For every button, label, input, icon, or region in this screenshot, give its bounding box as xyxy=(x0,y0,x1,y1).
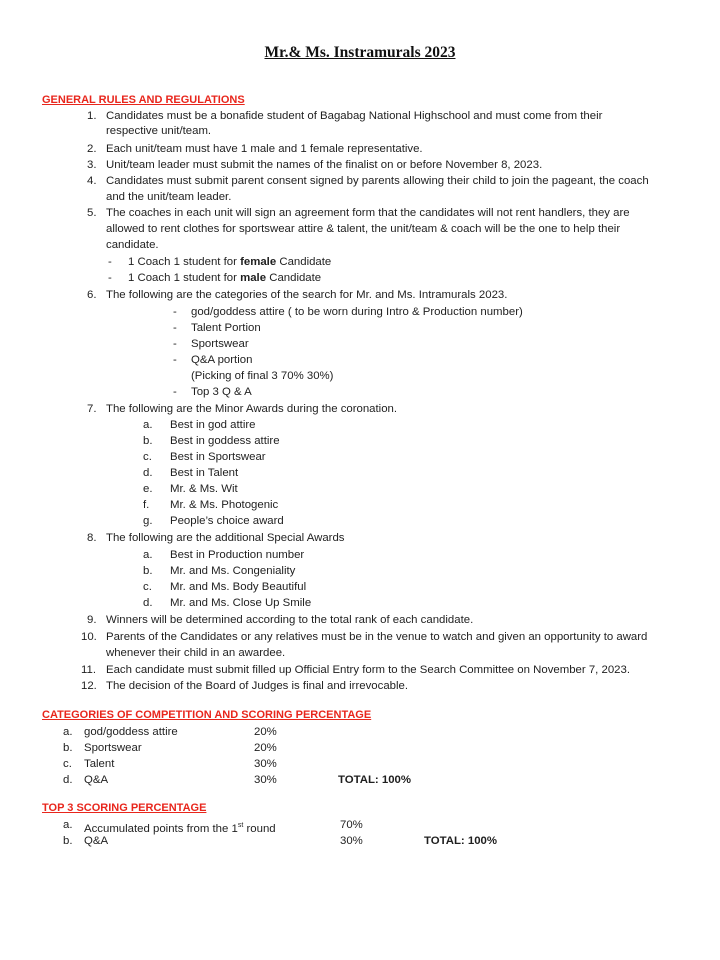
competition-heading: CATEGORIES OF COMPETITION AND SCORING PERCENTAGE xyxy=(42,709,372,721)
list-marker: c. xyxy=(63,758,72,770)
coach-male-item: 1 Coach 1 student for male Candidate xyxy=(128,272,322,284)
coach-female-item: 1 Coach 1 student for female Candidate xyxy=(128,256,332,268)
list-marker: f. xyxy=(143,499,150,511)
rule-text: respective unit/team. xyxy=(106,125,212,137)
dash-marker: - xyxy=(173,322,177,334)
special-award-item: Mr. and Ms. Close Up Smile xyxy=(170,597,312,609)
dash-marker: - xyxy=(173,306,177,318)
dash-marker: - xyxy=(108,256,112,268)
top3-heading: TOP 3 SCORING PERCENTAGE xyxy=(42,802,207,814)
rule-text: Each unit/team must have 1 male and 1 female representative. xyxy=(106,143,423,155)
rule-text: Parents of the Candidates or any relatives must be in the venue to watch and given an opportunity to award xyxy=(106,631,648,643)
top3-percentage: 30% xyxy=(340,835,363,847)
top3-criterion: Accumulated points from the 1st round xyxy=(84,822,276,835)
rule-text: and the unit/team leader. xyxy=(106,191,232,203)
list-marker: d. xyxy=(63,774,73,786)
list-marker: b. xyxy=(63,835,73,847)
list-marker: d. xyxy=(143,597,153,609)
rule-number: 12. xyxy=(81,680,97,692)
rule-number: 4. xyxy=(87,175,97,187)
list-marker: e. xyxy=(143,483,153,495)
dash-marker: - xyxy=(173,338,177,350)
rule-number: 3. xyxy=(87,159,97,171)
rule-text: Winners will be determined according to the total rank of each candidate. xyxy=(106,614,474,626)
list-marker: c. xyxy=(143,581,152,593)
category-item: Top 3 Q & A xyxy=(191,386,252,398)
category-item: god/goddess attire ( to be worn during Intro & Production number) xyxy=(191,306,523,318)
list-marker: a. xyxy=(63,726,73,738)
dash-marker: - xyxy=(108,272,112,284)
rule-text: Each candidate must submit filled up Official Entry form to the Search Committee on November 7, 2023. xyxy=(106,664,631,676)
general-rules-heading: GENERAL RULES AND REGULATIONS xyxy=(42,94,245,106)
minor-award-item: Best in Sportswear xyxy=(170,451,266,463)
list-marker: b. xyxy=(143,565,153,577)
list-marker: b. xyxy=(143,435,153,447)
list-marker: d. xyxy=(143,467,153,479)
competition-percentage: 20% xyxy=(254,726,277,738)
list-marker: a. xyxy=(143,549,153,561)
special-award-item: Best in Production number xyxy=(170,549,305,561)
competition-percentage: 30% xyxy=(254,758,277,770)
list-marker: g. xyxy=(143,515,153,527)
minor-award-item: Mr. & Ms. Photogenic xyxy=(170,499,279,511)
rule-number: 5. xyxy=(87,207,97,219)
rule-text: The coaches in each unit will sign an agreement form that the candidates will not rent handlers, they are xyxy=(106,207,630,219)
rule-number: 1. xyxy=(87,110,97,122)
dash-marker: - xyxy=(173,354,177,366)
page-title: Mr.& Ms. Instramurals 2023 xyxy=(264,44,456,61)
competition-total: TOTAL: 100% xyxy=(338,774,411,786)
competition-category: Q&A xyxy=(84,774,109,786)
rule-text: candidate. xyxy=(106,239,159,251)
category-item: Talent Portion xyxy=(191,322,261,334)
competition-category: god/goddess attire xyxy=(84,726,178,738)
competition-category: Sportswear xyxy=(84,742,142,754)
dash-marker: - xyxy=(173,386,177,398)
list-marker: a. xyxy=(63,819,73,831)
minor-award-item: Mr. & Ms. Wit xyxy=(170,483,238,495)
competition-percentage: 20% xyxy=(254,742,277,754)
rule-number: 11. xyxy=(81,664,96,676)
rule-number: 6. xyxy=(87,289,97,301)
rule-text: Unit/team leader must submit the names of the finalist on or before November 8, 2023. xyxy=(106,159,543,171)
minor-award-item: Best in Talent xyxy=(170,467,239,479)
rule-text: Candidates must submit parent consent signed by parents allowing their child to join the pageant, the coach xyxy=(106,175,649,187)
top3-criterion: Q&A xyxy=(84,835,109,847)
rule-text: The following are the Minor Awards during the coronation. xyxy=(106,403,398,415)
rule-text: The following are the additional Special Awards xyxy=(106,532,345,544)
rule-text: whenever their child in an awardee. xyxy=(106,647,286,659)
rule-number: 10. xyxy=(81,631,97,643)
list-marker: b. xyxy=(63,742,73,754)
rule-text: The decision of the Board of Judges is final and irrevocable. xyxy=(106,680,409,692)
competition-percentage: 30% xyxy=(254,774,277,786)
competition-category: Talent xyxy=(84,758,115,770)
rule-number: 8. xyxy=(87,532,97,544)
minor-award-item: People’s choice award xyxy=(170,515,284,527)
rule-text: Candidates must be a bonafide student of Bagabag National Highschool and must come from their xyxy=(106,110,603,122)
category-note: (Picking of final 3 70% 30%) xyxy=(191,370,334,382)
top3-total: TOTAL: 100% xyxy=(424,835,497,847)
list-marker: c. xyxy=(143,451,152,463)
rule-text: The following are the categories of the search for Mr. and Ms. Intramurals 2023. xyxy=(106,289,508,301)
list-marker: a. xyxy=(143,419,153,431)
minor-award-item: Best in goddess attire xyxy=(170,435,280,447)
top3-percentage: 70% xyxy=(340,819,363,831)
rule-number: 7. xyxy=(87,403,97,415)
special-award-item: Mr. and Ms. Body Beautiful xyxy=(170,581,307,593)
rule-number: 9. xyxy=(87,614,97,626)
rule-number: 2. xyxy=(87,143,97,155)
rule-text: allowed to rent clothes for sportswear attire & talent, the unit/team & coach will be the one to help their xyxy=(106,223,621,235)
minor-award-item: Best in god attire xyxy=(170,419,256,431)
category-item: Q&A portion xyxy=(191,354,253,366)
special-award-item: Mr. and Ms. Congeniality xyxy=(170,565,296,577)
category-item: Sportswear xyxy=(191,338,249,350)
